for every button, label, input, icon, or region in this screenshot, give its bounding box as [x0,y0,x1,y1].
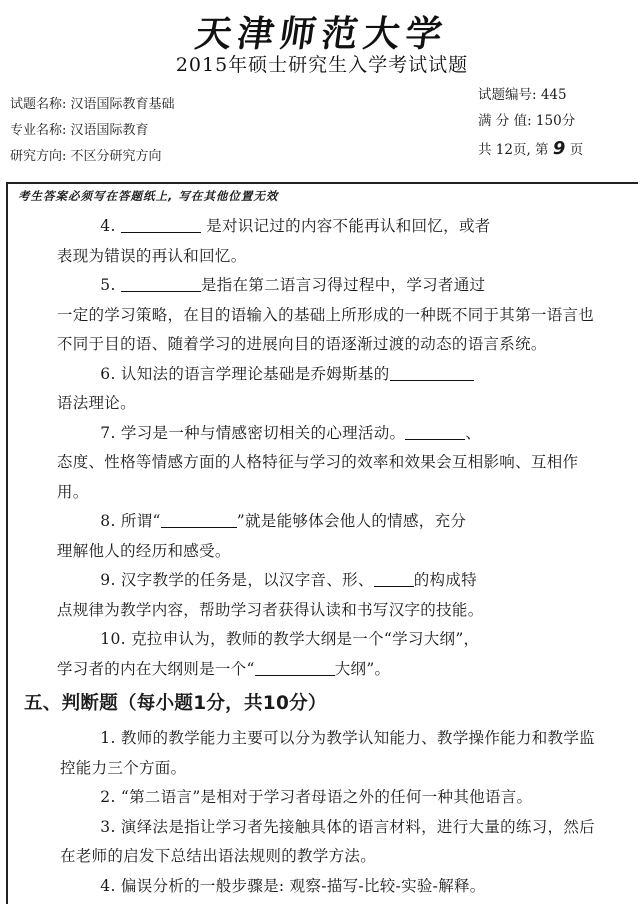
section-title: 五、判断题（每小题1分，共10分） [24,693,327,714]
exam-code: 试题编号: 445 [478,87,567,103]
question-body [24,212,600,901]
full-score: 满 分 值: 150分 [478,113,576,129]
page-indicator [478,136,583,163]
answer-blank [390,364,474,381]
fill-question: 7. 学习是一种与情感密切相关的心理活动。 、 态度、性格等情感方面的人格特征与学习的效率和效果会互相影响、互相作用。 [56,423,579,501]
subject-name: 试题名称: 汉语国际教育基础 [10,97,175,112]
answer-blank [121,217,201,234]
page-number: 9 [552,138,566,159]
fill-question: 9. 汉字教学的任务是，以汉字音、形、 的构成特 点规律为教学内容，帮助学习者获得认读和书写汉字的技能。 [56,571,484,619]
exam-meta-left [10,92,175,170]
judge-question: 4. 偏误分析的一般步骤是: 观察-描写-比较-实验-解释。 [100,876,486,895]
answer-blank [405,423,465,440]
exam-meta-right [478,82,583,163]
research-direction: 研究方向: 不区分研究方向 [10,149,162,164]
fill-question: 5. 是指在第二语言习得过程中，学习者通过 一定的学习策略，在目的语输入的基础上所形成的一种既不同于其第一语言也不同于目的语、随着学习的进展向目的语逐渐过渡的动态的语言系统。 [56,276,595,353]
answer-blank [255,659,335,676]
fill-question: 4. 是对识记过的内容不能再认和回忆，或者 表现为错误的再认和回忆。 [56,217,491,265]
major-name: 专业名称: 汉语国际教育 [10,123,149,138]
judge-question: 2. “第二语言”是相对于学习者母语之外的任何一种其他语言。 [100,788,533,806]
fill-question: 8. 所谓“ ”就是能够体会他人的情感，充分 理解他人的经历和感受。 [56,512,467,560]
answer-blank [161,512,237,529]
answer-notice: 考生答案必须写在答题纸上, 写在其他位置无效 [18,189,279,203]
page-suffix: 页 [569,142,584,158]
exam-title: 2015年硕士研究生入学考试试题 [175,54,469,76]
answer-blank [121,276,201,293]
answer-blank [374,571,414,588]
judge-question: 3. 演绎法是指让学习者先接触具体的语言材料，进行大量的练习，然后在老师的启发下总结出语法规则的教学方法。 [60,817,595,865]
fill-question: 10. 克拉申认为，教师的教学大纲是一个“学习大纲”， 学习者的内在大纲则是一个“ 大纲”。 [56,630,480,678]
university-logo: 天津师范大学 [192,13,451,55]
fill-question: 6. 认知法的语言学理论基础是乔姆斯基的 语法理论。 [60,360,600,419]
judge-question: 1. 教师的教学能力主要可以分为教学认知能力、教学操作能力和教学监控能力三个方面。 [60,729,595,777]
page-prefix: 共 12页, 第 [478,142,549,158]
